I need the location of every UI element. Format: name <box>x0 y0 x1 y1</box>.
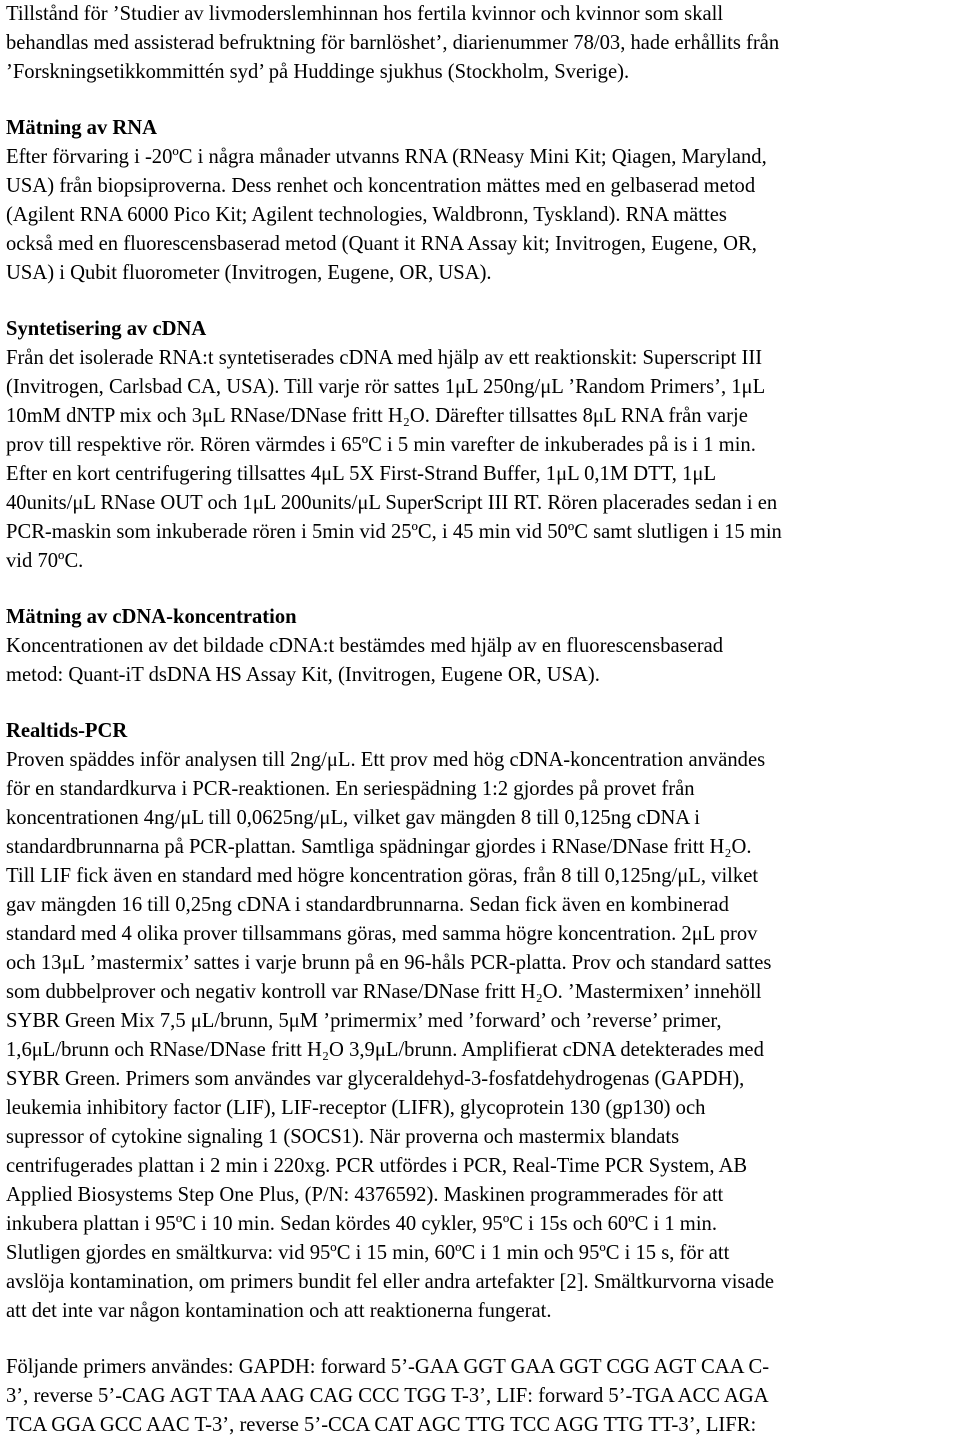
section-heading: Realtids-PCR <box>6 720 128 742</box>
section-heading: Mätning av RNA <box>6 117 158 139</box>
section-body: Koncentrationen av det bildade cDNA:t bestämdes med hjälp av en fluorescensbaserad metod: Quant-iT dsDNA HS Assay Kit, (Invitrogen, Eugene OR, USA). <box>6 635 724 686</box>
document-page <box>6 0 956 1440</box>
section-heading: Syntetisering av cDNA <box>6 318 207 340</box>
section-cdna-concentration <box>6 603 956 690</box>
section-body: Från det isolerade RNA:t syntetiserades cDNA med hjälp av ett reaktionskit: Superscript III (Invitrogen, Carlsbad CA, USA). Till varje rör sattes 1μL 250ng/μL ’Random Primers’, 1μL 10mM dNTP mix och 3μL RNase/DNase fritt H₂O. Därefter tillsattes 8μL RNA från varje prov till respektive rör. Rören värmdes i 65ºC i 5 min varefter de inkuberades på is i 1 min. Efter en kort centrifugering tillsattes 4μL 5X First-Strand Buffer, 1μL 0,1M DTT, 1μL 40units/μL RNase OUT och 1μL 200units/μL SuperScript III RT. Rören placerades sedan i en PCR-maskin som inkuberade rören i 5min vid 25ºC, i 45 min vid 50ºC samt slutligen i 15 min vid 70ºC. <box>6 347 782 572</box>
section-body: Efter förvaring i -20ºC i några månader utvanns RNA (RNeasy Mini Kit; Qiagen, Maryland, USA) från biopsiproverna. Dess renhet och koncentration mättes med en gelbaserad metod (Agilent RNA 6000 Pico Kit; Agilent technologies, Waldbronn, Tyskland). RNA mättes också med en fluorescensbaserad metod (Quant it RNA Assay kit; Invitrogen, Eugene, OR, USA) i Qubit fluorometer (Invitrogen, Eugene, OR, USA). <box>6 146 767 284</box>
primers-paragraph: Följande primers användes: GAPDH: forward 5’-GAA GGT GAA GGT CGG AGT CAA C- 3’, reverse 5’-CAG AGT TAA AAG CAG CCC TGG T-3’, LIF: forward 5’-TGA ACC AGA TCA GGA GCC AAC T-3’, reverse 5’-CCA CAT AGC TTG TCC AGG TTG TT-3’, LIFR: <box>6 1356 770 1436</box>
section-body: Proven späddes inför analysen till 2ng/μL. Ett prov med hög cDNA-koncentration användes för en standardkurva i PCR-reaktionen. En seriespädning 1:2 gjordes på provet från koncentrationen 4ng/μL till 0,0625ng/μL, vilket gav mängden 8 till 0,125ng cDNA i standardbrunnarna på PCR-plattan. Samtliga spädningar gjordes i RNase/DNase fritt H₂O. Till LIF fick även en standard med högre koncentration göras, från 8 till 0,125ng/μL, vilket gav mängden 16 till 0,25ng cDNA i standardbrunnarna. Sedan fick även en kombinerad standard med 4 olika prover tillsammans göras, med samma högre koncentration. 2μL prov och 13μL ’mastermix’ sattes i varje brunn på en 96-håls PCR-platta. Prov och standard sattes som dubbelprover och negativ kontroll var RNase/DNase fritt H₂O. ’Mastermixen’ innehöll SYBR Green Mix 7,5 μL/brunn, 5μM ’primermix’ med ’forward’ och ’reverse’ primer, 1,6μL/brunn och RNase/DNase fritt H₂O 3,9μL/brunn. Amplifierat cDNA detekterades med SYBR Green. Primers som användes var glyceraldehyd-3-fosfatdehydrogenas (GAPDH), leukemia inhibitory factor (LIF), LIF-receptor (LIFR), glycoprotein 130 (gp130) och supressor of cytokine signaling 1 (SOCS1). När proverna och mastermix blandats centrifugerades plattan i 2 min i 220xg. PCR utfördes i PCR, Real-Time PCR System, AB Applied Biosystems Step One Plus, (P/N: 4376592). Maskinen programmerades för att inkubera plattan i 95ºC i 10 min. Sedan kördes 40 cykler, 95ºC i 15s och 60ºC i 1 min. Slutligen gjordes en smältkurva: vid 95ºC i 15 min, 60ºC i 1 min och 95ºC i 15 s, för att avslöja kontamination, om primers bundit fel eller andra artefakter [2]. Smältkurvorna visade att det inte var någon kontamination och att reaktionerna fungerat. <box>6 749 775 1322</box>
section-cdna-synthesis <box>6 315 956 576</box>
section-heading: Mätning av cDNA-koncentration <box>6 606 297 628</box>
section-realtime-pcr <box>6 717 956 1326</box>
section-rna-measurement <box>6 114 956 288</box>
intro-paragraph: Tillstånd för ’Studier av livmoderslemhinnan hos fertila kvinnor och kvinnor som skall behandlas med assisterad befruktning för barnlöshet’, diarienummer 78/03, hade erhållits från ’Forskningsetikkommittén syd’ på Huddinge sjukhus (Stockholm, Sverige). <box>6 3 780 83</box>
